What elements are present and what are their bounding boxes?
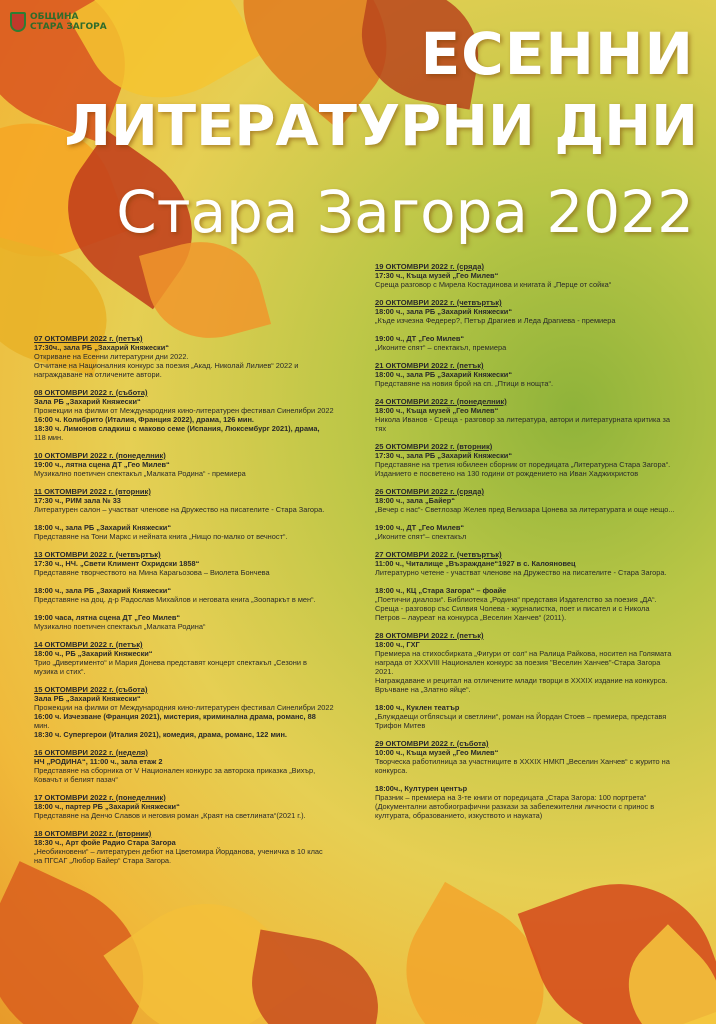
crest-icon (10, 12, 26, 32)
event-description: Представяне на сборника от V Национален конкурс за авторска приказка „Вихър, (34, 766, 316, 775)
event-entry (375, 739, 695, 775)
event-description: Творческа работилница за участниците в XXXIX НМКП „Веселин Ханчев“ с журито на (375, 757, 670, 766)
event-date: 24 ОКТОМВРИ 2022 г. (понеделник) (375, 397, 507, 406)
event-entry (375, 784, 695, 820)
event-venue: 18:00 ч., РБ „Захарий Княжески“ (34, 649, 153, 658)
event-date: 07 ОКТОМВРИ 2022 г. (петък) (34, 334, 143, 343)
event-description: Прожекции на филми от Международния кино-литературен фестивал Синелибри 2022 (34, 406, 334, 415)
program-right-column (375, 262, 695, 829)
event-date: 21 ОКТОМВРИ 2022 г. (петък) (375, 361, 484, 370)
event-date: 17 ОКТОМВРИ 2022 г. (понеделник) (34, 793, 166, 802)
event-description: награда от XXXVIII Национален конкурс за поезия "Веселин Ханчев"-Стара Загора (375, 658, 661, 667)
event-description: Представяне на третия юбилеен сборник от поредицата „Литературна Стара Загора“. (375, 460, 671, 469)
event-venue: 18:00 ч., ГХГ (375, 640, 420, 649)
event-description: Представяне на доц. д-р Радослав Михайлов и неговата книга „Зоопаркът в мен“. (34, 595, 316, 604)
event-entry (34, 550, 364, 577)
event-description: мин. (34, 721, 50, 730)
event-venue: 18:30 ч. Лимонов сладкиш с маково семе (Испания, Люксембург 2021), драма, (34, 424, 320, 433)
event-venue: 17:30 ч., Къща музей „Гео Милев“ (375, 271, 499, 280)
event-description: Прожекции на филми от Международния кино-литературен фестивал Синелибри 2022 (34, 703, 334, 712)
event-venue: 18:00 ч., зала „Байер“ (375, 496, 455, 505)
event-description: „Иконите спят“– спектакъл (375, 532, 467, 541)
event-entry (375, 631, 695, 694)
event-venue: Зала РБ „Захарий Княжески“ (34, 694, 141, 703)
event-date: 20 ОКТОМВРИ 2022 г. (четвъртък) (375, 298, 502, 307)
event-entry (34, 640, 364, 676)
event-date: 19 ОКТОМВРИ 2022 г. (сряда) (375, 262, 485, 271)
event-venue: 18:00ч., Културен център (375, 784, 468, 793)
event-description: Музикално поетичен спектакъл „Малката Родина“ (34, 622, 206, 631)
event-venue: 19:00 ч., ДТ „Гео Милев“ (375, 523, 465, 532)
title-line-2: ЛИТЕРАТУРНИ ДНИ (64, 94, 698, 159)
event-entry (34, 523, 364, 541)
title-line-3: Стара Загора 2022 (116, 178, 694, 246)
event-description: Ковачът и белият пазач“ (34, 775, 118, 784)
event-venue: 18:00 ч., Куклен театър (375, 703, 460, 712)
event-entry (34, 613, 364, 631)
event-description: Никола Иванов - Среща - разговор за литература, автори и литературната критика за (375, 415, 671, 424)
event-description: Среща разговор с Мирела Костадинова и книгата й „Перце от сойка“ (375, 280, 612, 289)
event-date: 18 ОКТОМВРИ 2022 г. (вторник) (34, 829, 152, 838)
leaf-decoration (241, 930, 388, 1024)
event-date: 25 ОКТОМВРИ 2022 г. (вторник) (375, 442, 493, 451)
event-description: 2021. (375, 667, 394, 676)
event-entry (34, 586, 364, 604)
event-venue: 17:30 ч., НЧ. „Свети Климент Охридски 1858“ (34, 559, 200, 568)
event-entry (375, 361, 695, 388)
event-date: 10 ОКТОМВРИ 2022 г. (понеделник) (34, 451, 166, 460)
event-description: „Къде изчезна Федерер?, Петър Драгиев и Леда Драгиева - премиера (375, 316, 616, 325)
event-venue: 18:00 ч., зала РБ „Захарий Княжески“ (34, 523, 172, 532)
event-description: Трифон Митев (375, 721, 426, 730)
event-entry (375, 586, 695, 622)
event-description: Представяне на Денчо Славов и неговия роман „Краят на светлината“(2021 г.). (34, 811, 306, 820)
event-entry (375, 397, 695, 433)
event-description: Среща - разговор със Силвия Чолева - журналистка, поет и писател и с Никола (375, 604, 650, 613)
event-venue: 10:00 ч., Къща музей „Гео Милев“ (375, 748, 499, 757)
event-venue: 16:00 ч. Изчезване (Франция 2021), мистерия, криминална драма, романс, 88 (34, 712, 316, 721)
event-venue: 18:00 ч., партер РБ „Захарий Княжески“ (34, 802, 180, 811)
event-date: 29 ОКТОМВРИ 2022 г. (събота) (375, 739, 489, 748)
event-description: „Иконите спят“ – спектакъл, премиера (375, 343, 507, 352)
event-description: Награждаване и рецитал на отличените млади творци в XXXIX издание на конкурса. (375, 676, 668, 685)
event-venue: 18:00 ч., зала РБ „Захарий Княжески“ (34, 586, 172, 595)
event-entry (375, 487, 695, 514)
event-date: 11 ОКТОМВРИ 2022 г. (вторник) (34, 487, 151, 496)
event-venue: 19:00 часа, лятна сцена ДТ „Гео Милев“ (34, 613, 181, 622)
event-description: Изданието е посветено на 130 години от рождението на Иван Хаджихристов (375, 469, 639, 478)
event-description: Литературно четене - участват членове на Дружество на писателите - Стара Загора. (375, 568, 667, 577)
event-description: културата, образованието, изкуството и науката) (375, 811, 543, 820)
event-description: „Блуждаещи отблясъци и светлини“, роман на Йордан Стоев – премиера, представя (375, 712, 667, 721)
event-venue: 18:00 ч., зала РБ „Захарий Княжески“ (375, 370, 513, 379)
event-date: 08 ОКТОМВРИ 2022 г. (събота) (34, 388, 148, 397)
event-description: (Документални автобиографични разкази за забележителни личности с принос в (375, 802, 655, 811)
event-date: 13 ОКТОМВРИ 2022 г. (четвъртък) (34, 550, 161, 559)
event-venue: 17:30ч., зала РБ „Захарий Княжески“ (34, 343, 169, 352)
event-entry (375, 262, 695, 289)
event-description: „Поетични диалози“. Библиотека „Родина“ представя Издателство за поезия „ДА“. (375, 595, 657, 604)
event-entry (34, 829, 364, 865)
event-date: 26 ОКТОМВРИ 2022 г. (сряда) (375, 487, 485, 496)
event-entry (34, 685, 364, 739)
event-description: награждаване на отличените автори. (34, 370, 162, 379)
event-date: 27 ОКТОМВРИ 2022 г. (четвъртък) (375, 550, 502, 559)
municipality-logo (10, 12, 107, 32)
event-description: на ПГСАГ „Любор Байер“ Стара Загора. (34, 856, 172, 865)
event-entry (34, 334, 364, 379)
event-description: музика и стих“. (34, 667, 86, 676)
event-description: Отчитане на Националния конкурс за поезия „Акад. Николай Лилиев“ 2022 и (34, 361, 299, 370)
event-venue: 18:00 ч., Къща музей „Гео Милев“ (375, 406, 499, 415)
event-entry (375, 442, 695, 478)
event-date: 15 ОКТОМВРИ 2022 г. (събота) (34, 685, 148, 694)
event-venue: 18:30 ч., Арт фойе Радио Стара Загора (34, 838, 176, 847)
event-entry (34, 487, 364, 514)
event-venue: 16:00 ч. Колибрито (Италия, Франция 2022), драма, 126 мин. (34, 415, 254, 424)
event-entry (375, 298, 695, 325)
event-description: Връчване на „Златно яйце“. (375, 685, 471, 694)
event-description: Представяне на Тони Маркс и нейната книга „Нищо по-малко от вечност“. (34, 532, 288, 541)
event-entry (375, 334, 695, 352)
event-description: Музикално поетичен спектакъл „Малката Родина“ - премиера (34, 469, 246, 478)
event-venue: 17:30 ч., зала РБ „Захарий Княжески“ (375, 451, 513, 460)
event-venue: 19:00 ч., ДТ „Гео Милев“ (375, 334, 465, 343)
logo-line-1: ОБЩИНА (30, 12, 79, 22)
event-venue: 18:00 ч., КЦ „Стара Загора“ – фоайе (375, 586, 507, 595)
event-venue: Зала РБ „Захарий Княжески“ (34, 397, 141, 406)
event-description: конкурса. (375, 766, 408, 775)
event-description: 118 мин. (34, 433, 64, 442)
event-venue: 18:30 ч. Супергерои (Италия 2021), комедия, драма, романс, 122 мин. (34, 730, 287, 739)
event-entry (34, 748, 364, 784)
event-description: „Необикновени“ – литературен дебют на Цветомира Йорданова, ученичка в 10 клас (34, 847, 323, 856)
event-description: тях (375, 424, 387, 433)
logo-line-2: СТАРА ЗАГОРА (30, 22, 107, 32)
event-description: Представяне на новия брой на сп. „Птици в нощта“. (375, 379, 553, 388)
event-description: Литературен салон – участват членове на Дружество на писателите - Стара Загора. (34, 505, 325, 514)
event-venue: НЧ „РОДИНА“, 11:00 ч., зала етаж 2 (34, 757, 163, 766)
event-description: Празник – премиера на 3-те книги от поредицата „Стара Загора: 100 портрета“ (375, 793, 647, 802)
event-entry (375, 550, 695, 577)
event-venue: 19:00 ч., лятна сцена ДТ „Гео Милев“ (34, 460, 170, 469)
event-entry (375, 523, 695, 541)
title-line-1: ЕСЕННИ (420, 20, 694, 88)
event-entry (34, 388, 364, 442)
event-description: Петров – лауреат на конкурса „Веселин Ханчев“ (2011). (375, 613, 567, 622)
event-description: Трио „Дивертименто“ и Мария Донева представят концерт спектакъл „Сезони в (34, 658, 307, 667)
event-entry (34, 451, 364, 478)
program-left-column (34, 334, 364, 874)
event-entry (375, 703, 695, 730)
event-venue: 18:00 ч., зала РБ „Захарий Княжески“ (375, 307, 513, 316)
event-description: Премиера на стихосбирката „Фигури от сол“ на Ралица Райкова, носител на Голямата (375, 649, 672, 658)
event-description: „Вечер с нас“- Светлозар Желев пред Велизара Цонева за литературата и още нещо... (375, 505, 675, 514)
event-date: 16 ОКТОМВРИ 2022 г. (неделя) (34, 748, 148, 757)
event-entry (34, 793, 364, 820)
event-date: 14 ОКТОМВРИ 2022 г. (петък) (34, 640, 143, 649)
event-description: Откриване на Есенни литературни дни 2022. (34, 352, 189, 361)
event-date: 28 ОКТОМВРИ 2022 г. (петък) (375, 631, 484, 640)
event-venue: 11:00 ч., Читалище „Възраждане“1927 в с. Калояновец (375, 559, 576, 568)
event-description: Представяне творчеството на Мина Карагьозова – Виолета Бончева (34, 568, 270, 577)
event-venue: 17:30 ч., РИМ зала № 33 (34, 496, 121, 505)
